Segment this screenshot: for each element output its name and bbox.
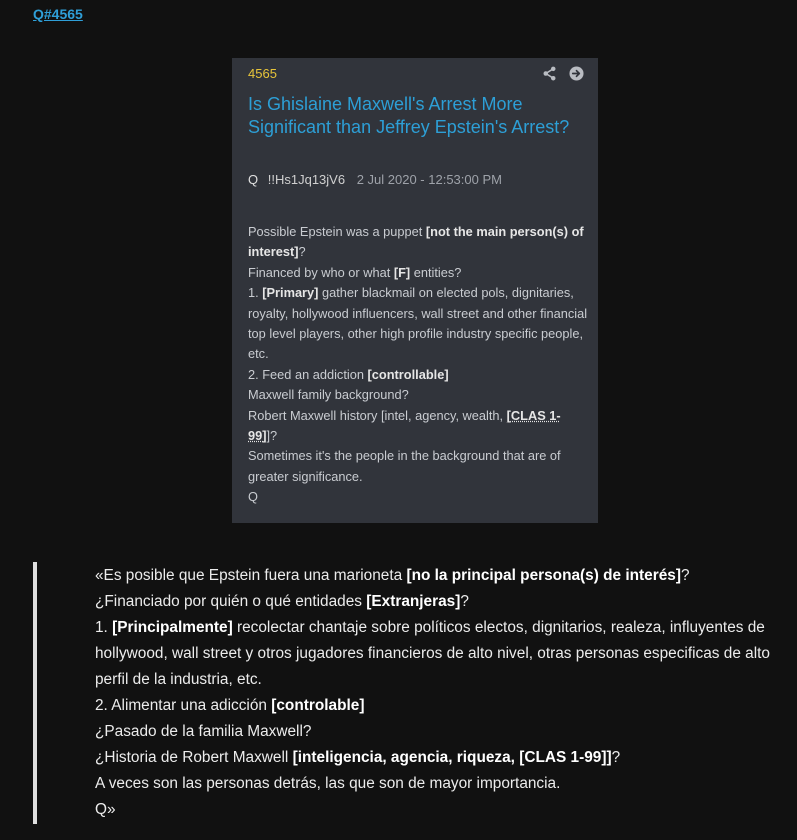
- post-number: 4565: [248, 66, 277, 81]
- text-segment: Maxwell family background?: [248, 387, 409, 403]
- emphasis-text: [Principalmente]: [112, 619, 233, 636]
- emphasis-text: [controlable]: [271, 697, 365, 714]
- text-segment: 2. Alimentar una adicción: [95, 697, 272, 714]
- text-segment: entities?: [410, 264, 462, 280]
- text-segment: Robert Maxwell history [intel, agency, wealth,: [248, 407, 507, 423]
- text-segment: gather blackmail on elected pols, dignitaries, royalty, hollywood influencers, wall street and other financial top level players, other high profile industry specific people, etc.: [248, 285, 588, 362]
- text-segment: 1.: [248, 285, 263, 301]
- text-segment: 2. Feed an addiction: [248, 366, 368, 382]
- text-segment: Financed by who or what: [248, 264, 394, 280]
- translation-line: [95, 797, 785, 823]
- post-body-line: [248, 385, 588, 405]
- emphasis-text: [Extranjeras]: [366, 593, 461, 610]
- text-segment: 1.: [95, 619, 113, 636]
- post-body-line: [248, 406, 588, 447]
- text-segment: ?: [298, 244, 306, 260]
- emphasis-text: [inteligencia, agencia, riqueza, [CLAS 1-99]]: [292, 749, 612, 766]
- post-body: [248, 222, 588, 508]
- post-date: 2 Jul 2020 - 12:53:00 PM: [356, 172, 502, 187]
- text-segment: ¿Historia de Robert Maxwell: [95, 749, 293, 766]
- post-body-line: [248, 283, 588, 365]
- quote-bar: [33, 562, 37, 824]
- post-card: [232, 58, 598, 523]
- share-icon[interactable]: [542, 66, 557, 81]
- post-link[interactable]: Q#4565: [33, 6, 83, 22]
- text-segment: ?: [611, 749, 621, 766]
- post-body-line: [248, 487, 588, 507]
- translation-line: [95, 719, 785, 745]
- text-segment: Q»: [95, 801, 116, 818]
- emphasis-text: [CLAS 1-99]: [248, 407, 561, 444]
- translation-quote: [95, 563, 785, 823]
- translation-line: [95, 693, 785, 719]
- text-segment: ?: [680, 567, 690, 584]
- translation-line: [95, 745, 785, 771]
- post-body-line: [248, 365, 588, 385]
- post-author: Q: [248, 172, 259, 187]
- text-segment: Sometimes it's the people in the background that are of greater significance.: [248, 448, 561, 484]
- translation-line: [95, 563, 785, 589]
- post-actions: [542, 66, 584, 81]
- emphasis-text: [controllable]: [367, 366, 449, 382]
- text-segment: ¿Pasado de la familia Maxwell?: [95, 723, 312, 740]
- emphasis-text: [not the main person(s) of interest]: [248, 224, 584, 260]
- text-segment: Possible Epstein was a puppet: [248, 224, 426, 239]
- arrow-right-circle-icon[interactable]: [569, 66, 584, 81]
- translation-line: [95, 615, 785, 693]
- text-segment: ¿Financiado por quién o qué entidades: [95, 593, 367, 610]
- emphasis-text: [no la principal persona(s) de interés]: [406, 567, 681, 584]
- post-body-line: [248, 222, 588, 263]
- post-tripcode: !!Hs1Jq13jV6: [267, 172, 346, 187]
- post-meta: [248, 172, 502, 187]
- text-segment: Q: [248, 489, 258, 505]
- emphasis-text: [F]: [393, 264, 411, 280]
- text-segment: ]?: [266, 428, 278, 444]
- translation-line: [95, 589, 785, 615]
- post-body-line: [248, 263, 588, 283]
- translation-line: [95, 771, 785, 797]
- emphasis-text: [Primary]: [262, 285, 319, 301]
- text-segment: «Es posible que Epstein fuera una marioneta: [95, 567, 407, 584]
- text-segment: A veces son las personas detrás, las que son de mayor importancia.: [95, 775, 561, 792]
- text-segment: ?: [460, 593, 469, 610]
- post-body-line: [248, 446, 588, 487]
- text-segment: recolectar chantaje sobre políticos electos, dignitarios, realeza, influyentes de hollywood, wall street y otros jugadores financieros de alto nivel, otras personas especificas de alto perfil de la industria, etc.: [95, 619, 770, 688]
- post-title[interactable]: Is Ghislaine Maxwell's Arrest More Significant than Jeffrey Epstein's Arrest?: [248, 94, 570, 137]
